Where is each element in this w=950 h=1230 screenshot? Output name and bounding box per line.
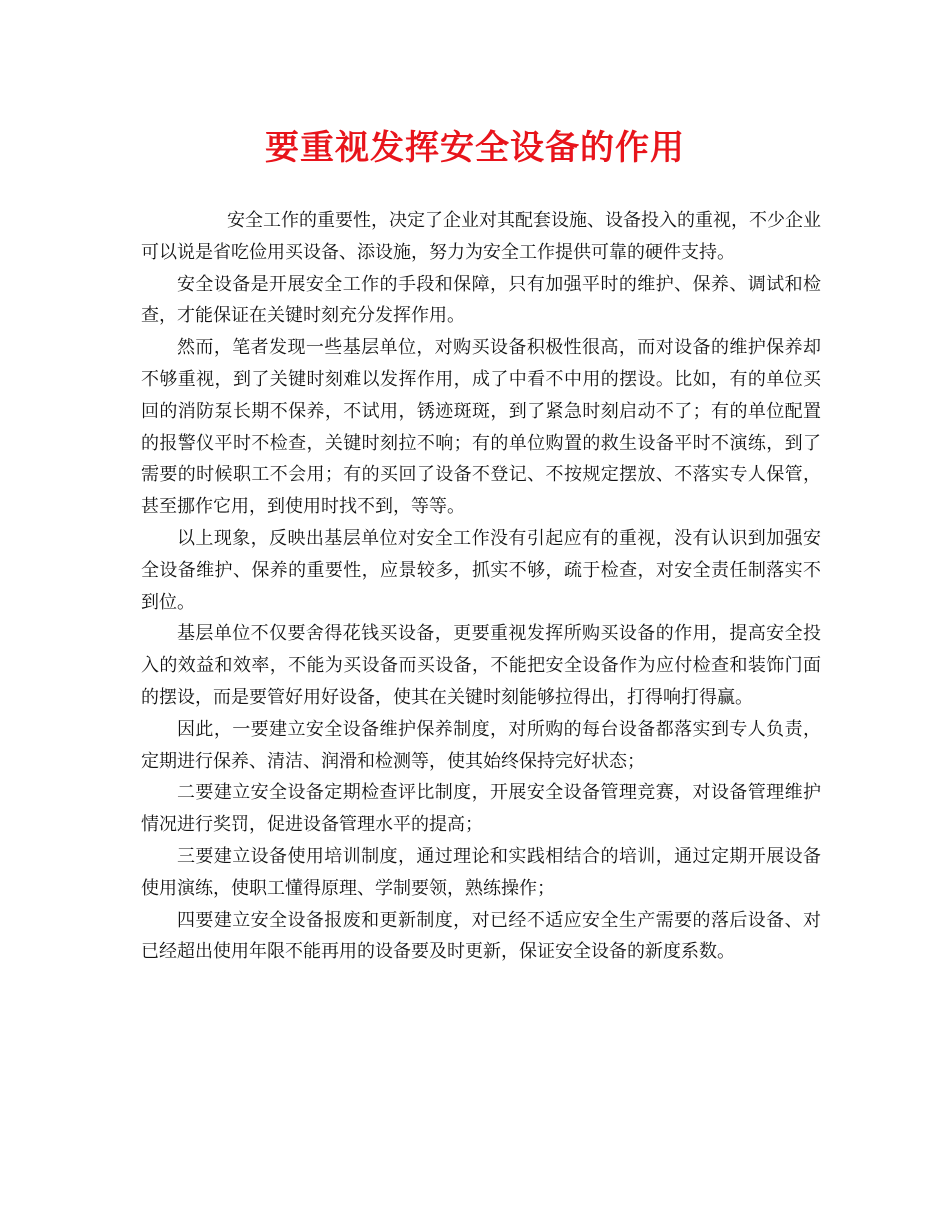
paragraph-measure-4: 四要建立安全设备报废和更新制度，对已经不适应安全生产需要的落后设备、对已经超出使用年限不能再用的设备要及时更新，保证安全设备的新度系数。 [141, 909, 821, 963]
paragraph-maintenance: 安全设备是开展安全工作的手段和保障，只有加强平时的维护、保养、调试和检查，才能保证在关键时刻充分发挥作用。 [141, 273, 821, 327]
paragraph-requirement: 基层单位不仅要舍得花钱买设备，更要重视发挥所购买设备的作用，提高安全投入的效益和效率，不能为买设备而买设备，不能把安全设备作为应付检查和装饰门面的摆设，而是要管好用好设备，使其在关键时刻能够拉得出，打得响打得赢。 [141, 623, 821, 708]
document-title: 要重视发挥安全设备的作用 [265, 128, 685, 168]
document-body [141, 205, 821, 968]
paragraph-analysis: 以上现象，反映出基层单位对安全工作没有引起应有的重视，没有认识到加强安全设备维护、保养的重要性，应景较多，抓实不够，疏于检查，对安全责任制落实不到位。 [141, 527, 821, 613]
paragraph-measure-3: 三要建立设备使用培训制度，通过理论和实践相结合的培训，通过定期开展设备使用演练，使职工懂得原理、学制要领，熟练操作； [141, 845, 821, 899]
paragraph-measure-1: 因此，一要建立安全设备维护保养制度，对所购的每台设备都落实到专人负责，定期进行保养、清洁、润滑和检测等，使其始终保持完好状态； [141, 718, 821, 772]
paragraph-measure-2: 二要建立安全设备定期检查评比制度，开展安全设备管理竞赛，对设备管理维护情况进行奖罚，促进设备管理水平的提高； [141, 782, 821, 836]
paragraph-problems: 然而，笔者发现一些基层单位，对购买设备积极性很高，而对设备的维护保养却不够重视，到了关键时刻难以发挥作用，成了中看不中用的摆设。比如，有的单位买回的消防泵长期不保养，不试用，锈迹斑斑，到了紧急时刻启动不了；有的单位配置的报警仪平时不检查，关键时刻拉不响；有的单位购置的救生设备平时不演练，到了需要的时候职工不会用；有的买回了设备不登记、不按规定摆放、不落实专人保管，甚至挪作它用，到使用时找不到，等等。 [141, 337, 821, 518]
paragraph-intro: 安全工作的重要性，决定了企业对其配套设施、设备投入的重视，不少企业可以说是省吃俭用买设备、添设施，努力为安全工作提供可靠的硬件支持。 [141, 210, 821, 263]
